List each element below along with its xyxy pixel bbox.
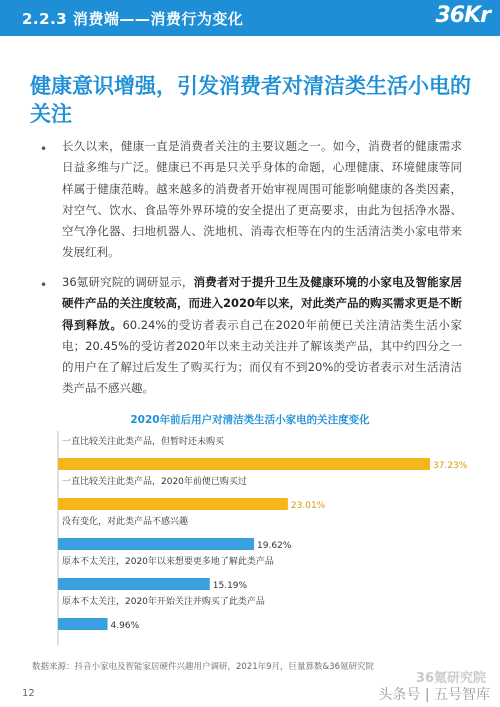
bullet-dot-1: • bbox=[40, 142, 48, 156]
bar bbox=[58, 538, 254, 550]
bar bbox=[58, 498, 288, 510]
category-label: 一直比较关注此类产品，2020年前便已购买过 bbox=[62, 477, 247, 487]
headline: 健康意识增强，引发消费者对清洁类生活小电的关注 bbox=[30, 74, 471, 126]
category-label: 原本不太关注，2020年以来想要更多地了解此类产品 bbox=[62, 557, 274, 567]
page-number: 12 bbox=[22, 688, 35, 699]
bar bbox=[58, 458, 430, 470]
watermark: 36氪研究院 bbox=[415, 671, 486, 686]
bar bbox=[58, 618, 108, 630]
value-label: 15.19% bbox=[212, 581, 248, 591]
value-label: 19.62% bbox=[257, 541, 292, 551]
value-label: 4.96% bbox=[110, 621, 140, 631]
section-title: 2.2.3 消费端——消费行为变化 bbox=[22, 10, 244, 28]
chart-title: 2020年前后用户对清洁类生活小家电的关注度变化 bbox=[130, 414, 370, 426]
paragraph-2-bold: 消费者对于提升卫生及健康环境的小家电及智能家居硬件产品的关注度较高，而进入2020年以来，对此类产品的购买需求更是不断得到释放。 bbox=[62, 275, 463, 332]
paragraph-1: 长久以来，健康一直是消费者关注的主要议题之一。如今，消费者的健康需求日益多维与广泛。健康已不再是只关乎身体的命题，心理健康、环境健康等同样属于健康范畴。越来越多的消费者开始审视周围可能影响健康的各类因素，对空气、饮水、食品等外界环境的安全提出了更高要求，由此为包括净水器、空气净化器、扫地机器人、洗地机、消毒衣柜等在内的生活清洁类小家电带来发展红利。 bbox=[62, 139, 462, 260]
header-bar bbox=[0, 0, 500, 36]
paragraph-2-rest: 60.24%的受访者表示自己在2020年前便已关注清洁类生活小家电；20.45%的受访者2020年以来主动关注并了解该类产品，其中约四分之一的用户在了解过后发生了购买行为；而仅有不到20%的受访者表示对生活清洁类产品不感兴趣。 bbox=[62, 317, 463, 396]
paragraph-2 bbox=[62, 272, 462, 400]
watermark-source: 头条号 | 五号智库 bbox=[378, 687, 490, 703]
brand-logo: 36Kr bbox=[435, 3, 490, 28]
bar-chart bbox=[0, 425, 500, 655]
bar bbox=[58, 578, 210, 590]
value-label: 23.01% bbox=[290, 501, 326, 511]
category-label: 一直比较关注此类产品，但暂时还未购买 bbox=[62, 437, 225, 447]
category-label: 没有变化，对此类产品不感兴趣 bbox=[62, 517, 189, 527]
paragraph-2-lead: 36氪研究院的调研显示， bbox=[62, 275, 194, 289]
category-label: 原本不太关注，2020年开始关注并购买了此类产品 bbox=[62, 597, 265, 607]
value-label: 37.23% bbox=[433, 461, 468, 471]
bullet-dot-2: • bbox=[40, 278, 48, 292]
data-source: 数据来源：抖音小家电及智能家居硬件兴趣用户调研，2021年9月，巨量算数&36氪研究院 bbox=[32, 662, 374, 672]
